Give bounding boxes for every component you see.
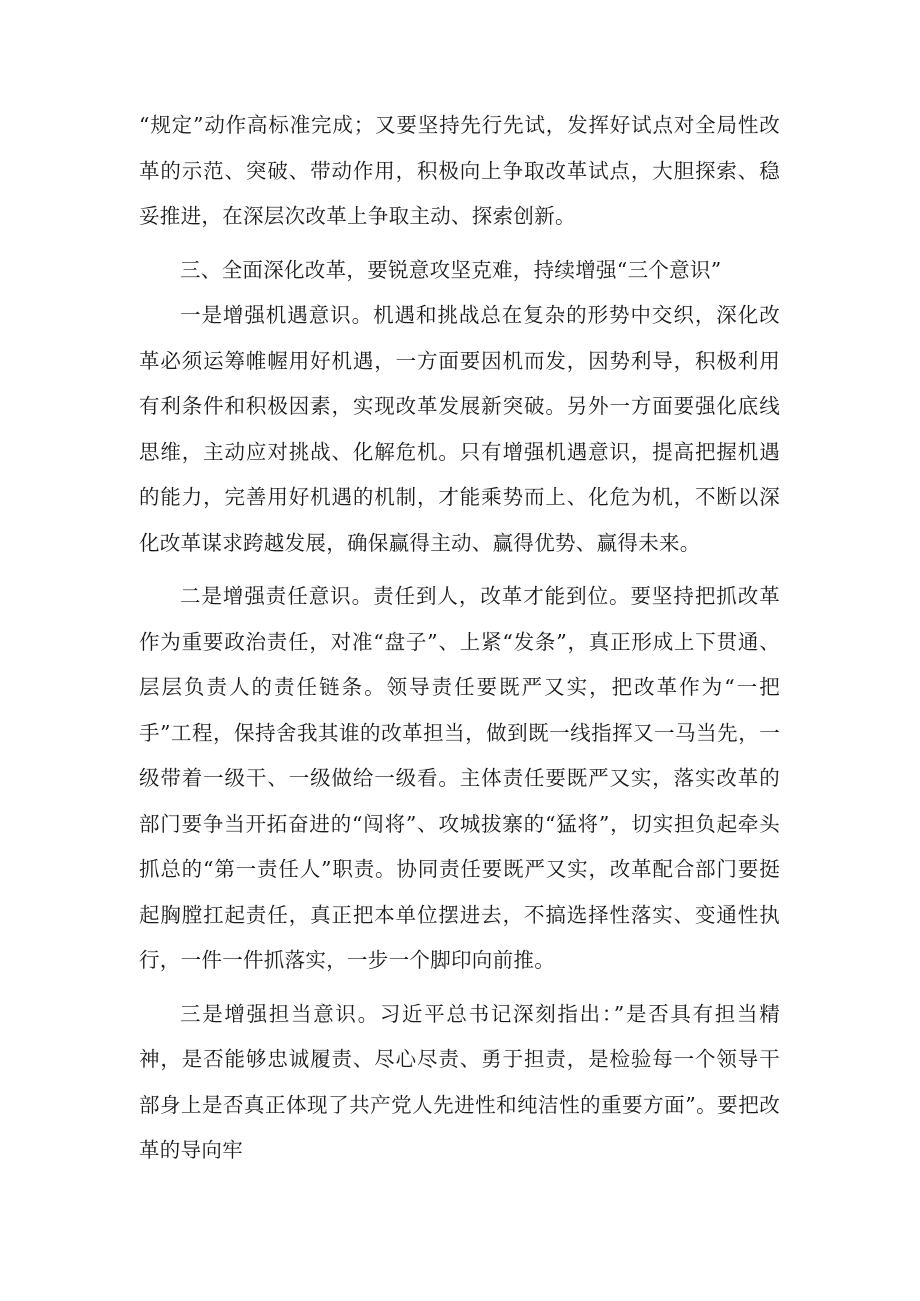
paragraph-opportunity-awareness: 一是增强机遇意识。机遇和挑战总在复杂的形势中交织，深化改革必须运筹帷幄用好机遇，一方面要因机而发，因势利导，积极利用有利条件和积极因素，实现改革发展新突破。另外一方面要强化底线思维，主动应对挑战、化解危机。只有增强机遇意识，提高把握机遇的能力，完善用好机遇的机制，才能乘势而上、化危为机，不断以深化改革谋求跨越发展，确保赢得主动、赢得优势、赢得未来。 xyxy=(139,303,780,555)
paragraph-continuation: “规定”动作高标准完成；又要坚持先行先试，发挥好试点对全局性改革的示范、突破、带动作用，积极向上争取改革试点，大胆探索、稳妥推进，在深层次改革上争取主动、探索创新。 xyxy=(139,113,780,228)
paragraph-responsibility-awareness: 二是增强责任意识。责任到人，改革才能到位。要坚持把抓改革作为重要政治责任，对准“盘子”、上紧“发条”，真正形成上下贯通、层层负责人的责任链条。领导责任要既严又实，把改革作为“一把手”工程，保持舍我其谁的改革担当，做到既一线指挥又一马当先，一级带着一级干、一级做给一级看。主体责任要既严又实，落实改革的部门要争当开拓奋进的“闯将”、攻城拔寨的“猛将”，切实担负起牵头抓总的“第一责任人”职责。协同责任要既严又实，改革配合部门要挺起胸膛扛起责任，真正把本单位摆进去，不搞选择性落实、变通性执行，一件一件抓落实，一步一个脚印向前推。 xyxy=(139,584,780,972)
section-heading: 三、全面深化改革，要锐意攻坚克难，持续增强“三个意识” xyxy=(180,257,722,282)
document-body xyxy=(139,103,780,1174)
paragraph-commitment-awareness: 三是增强担当意识。习近平总书记深刻指出：”是否具有担当精神，是否能够忠诚履责、尽心尽责、勇于担责，是检验每一个领导干部身上是否真正体现了共产党人先进性和纯洁性的重要方面”。要把改革的导向牢 xyxy=(139,1001,780,1162)
